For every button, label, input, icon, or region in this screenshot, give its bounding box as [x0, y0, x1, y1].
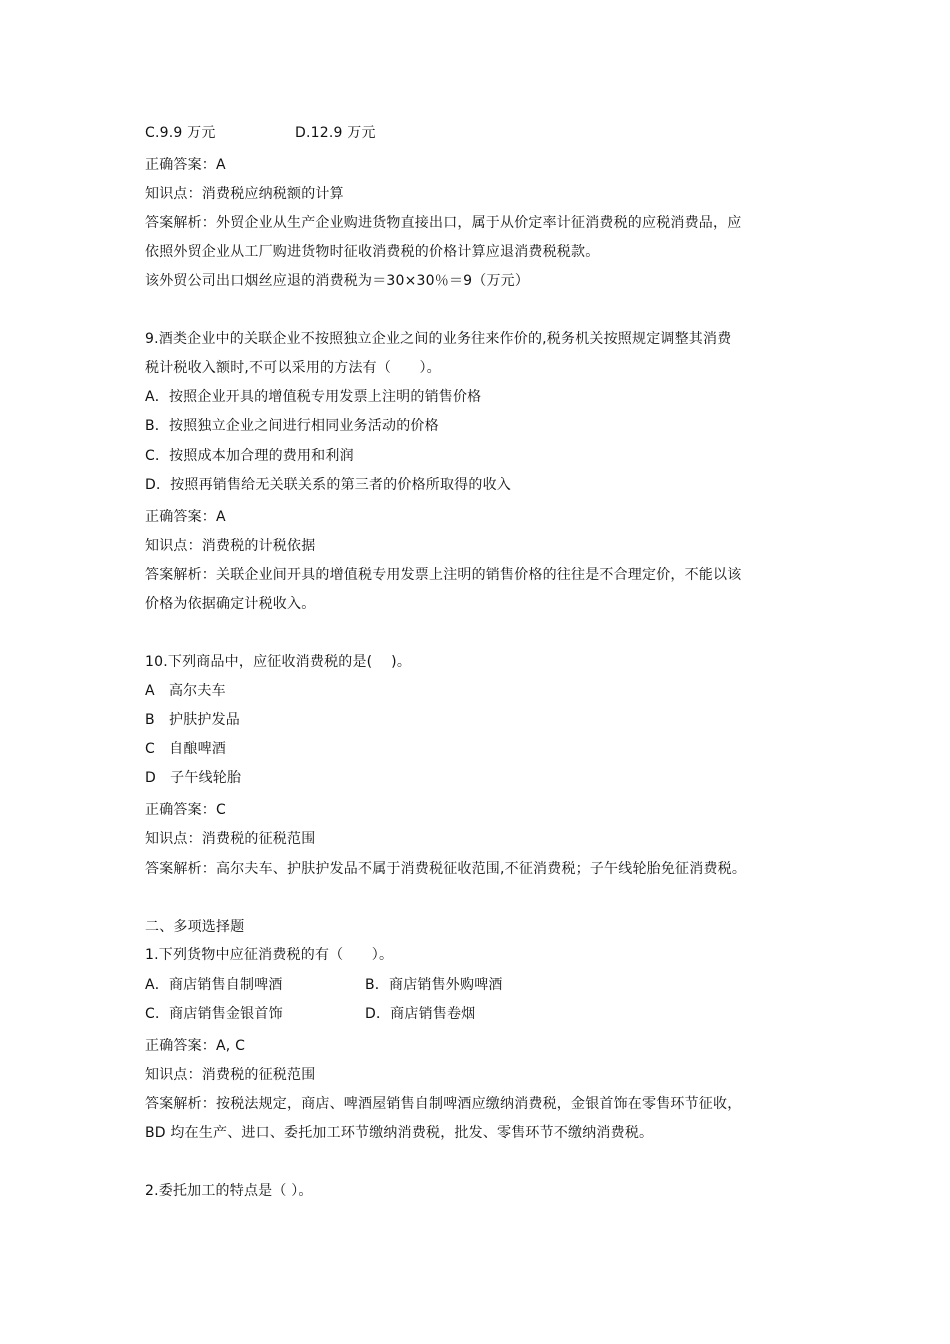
q10-knowledge: 知识点：消费税的征税范围: [145, 831, 316, 847]
q9-option-a: A．按照企业开具的增值税专用发票上注明的销售价格: [145, 389, 482, 405]
q8-analysis-line-1: 答案解析：外贸企业从生产企业购进货物直接出口，属于从价定率计征消费税的应税消费品，应: [145, 215, 742, 231]
q10-option-d: D 子午线轮胎: [145, 770, 242, 786]
q9-analysis-line-1: 答案解析：关联企业间开具的增值税专用发票上注明的销售价格的往往是不合理定价，不能以该: [145, 567, 742, 583]
q8-answer: 正确答案：A: [145, 157, 226, 173]
q8-analysis-line-3: 该外贸公司出口烟丝应退的消费税为＝30×30％＝9（万元）: [145, 273, 530, 289]
q9-stem-line-1: 9.酒类企业中的关联企业不按照独立企业之间的业务往来作价的,税务机关按照规定调整其消费: [145, 331, 732, 347]
q9-option-c: C．按照成本加合理的费用和利润: [145, 448, 354, 464]
m1-analysis-line-2: BD 均在生产、进口、委托加工环节缴纳消费税，批发、零售环节不缴纳消费税。: [145, 1125, 654, 1141]
q8-option-c: C.9.9 万元: [145, 125, 216, 141]
q10-answer: 正确答案：C: [145, 802, 226, 818]
q10-option-b: B 护肤护发品: [145, 712, 241, 728]
m2-stem: 2.委托加工的特点是（ ）。: [145, 1183, 313, 1199]
q9-stem-line-2: 税计税收入额时,不可以采用的方法有（ ）。: [145, 360, 441, 376]
q9-knowledge: 知识点：消费税的计税依据: [145, 538, 316, 554]
q10-option-a: A 高尔夫车: [145, 683, 226, 699]
q9-option-b: B．按照独立企业之间进行相同业务活动的价格: [145, 418, 439, 434]
q10-analysis: 答案解析：高尔夫车、护肤护发品不属于消费税征收范围,不征消费税；子午线轮胎免征消费税。: [145, 861, 747, 877]
m1-option-c: C．商店销售金银首饰: [145, 1006, 283, 1022]
m1-knowledge: 知识点：消费税的征税范围: [145, 1067, 316, 1083]
q9-option-d: D．按照再销售给无关联关系的第三者的价格所取得的收入: [145, 477, 511, 493]
q10-stem: 10.下列商品中，应征收消费税的是( )。: [145, 654, 412, 670]
m1-stem: 1.下列货物中应征消费税的有（ ）。: [145, 947, 394, 963]
m1-option-b: B．商店销售外购啤酒: [365, 977, 503, 993]
q9-analysis-line-2: 价格为依据确定计税收入。: [145, 596, 316, 612]
q9-answer: 正确答案：A: [145, 509, 226, 525]
section-title-multiple-choice: 二、多项选择题: [145, 919, 245, 935]
q10-option-c: C 自酿啤酒: [145, 741, 226, 757]
m1-analysis-line-1: 答案解析：按税法规定，商店、啤酒屋销售自制啤酒应缴纳消费税，金银首饰在零售环节征收，: [145, 1096, 742, 1112]
m1-option-a: A．商店销售自制啤酒: [145, 977, 283, 993]
q8-analysis-line-2: 依照外贸企业从工厂购进货物时征收消费税的价格计算应退消费税税款。: [145, 244, 600, 260]
m1-option-d: D．商店销售卷烟: [365, 1006, 476, 1022]
q8-option-d: D.12.9 万元: [295, 125, 376, 141]
q8-knowledge: 知识点：消费税应纳税额的计算: [145, 186, 344, 202]
m1-answer: 正确答案：A, C: [145, 1038, 246, 1054]
